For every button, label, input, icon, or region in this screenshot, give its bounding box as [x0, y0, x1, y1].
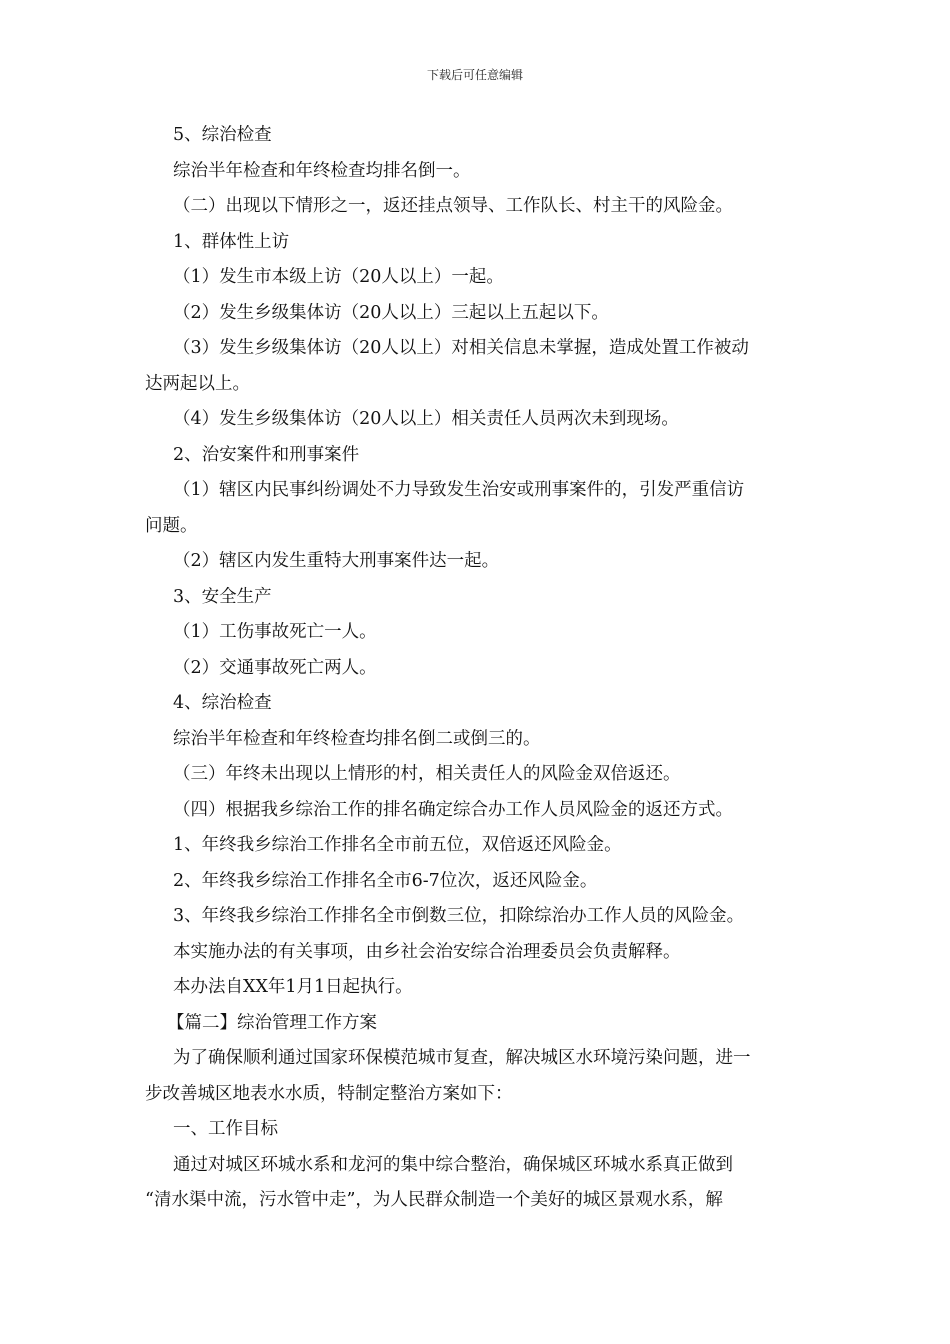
paragraph-line: 达两起以上。 [145, 373, 250, 394]
paragraph-line: 3、年终我乡综治工作排名全市倒数三位，扣除综治办工作人员的风险金。 [173, 906, 745, 926]
paragraph-line: 1、年终我乡综治工作排名全市前五位，双倍返还风险金。 [173, 835, 622, 855]
paragraph-line: “清水渠中流，污水管中走”，为人民群众制造一个美好的城区景观水系，解 [145, 1190, 723, 1210]
paragraph-line: （1）工伤事故死亡一人。 [173, 622, 377, 642]
paragraph-line: 问题。 [145, 515, 198, 536]
paragraph-line: 步改善城区地表水水质，特制定整治方案如下： [145, 1083, 513, 1104]
paragraph-line: 本实施办法的有关事项，由乡社会治安综合治理委员会负责解释。 [173, 941, 681, 962]
paragraph-line: 5、综治检查 [173, 125, 272, 145]
paragraph-line: 综治半年检查和年终检查均排名倒一。 [173, 160, 471, 181]
paragraph-line: （3）发生乡级集体访（20人以上）对相关信息未掌握，造成处置工作被动 [173, 338, 749, 358]
paragraph-line: 本办法自XX年1月1日起执行。 [173, 977, 413, 997]
page-header-watermark: 下载后可任意编辑 [426, 68, 523, 82]
paragraph-line: 【篇二】综治管理工作方案 [167, 1012, 377, 1033]
paragraph-line: 2、治安案件和刑事案件 [173, 444, 360, 465]
paragraph-line: 2、年终我乡综治工作排名全市6-7位次，返还风险金。 [173, 870, 598, 891]
document-body [145, 118, 805, 1219]
paragraph-line: 为了确保顺利通过国家环保模范城市复查，解决城区水环境污染问题，进一 [173, 1048, 751, 1068]
paragraph-line: 3、安全生产 [173, 586, 272, 607]
paragraph-line: （四）根据我乡综治工作的排名确定综合办工作人员风险金的返还方式。 [173, 799, 733, 820]
paragraph-line: （2）发生乡级集体访（20人以上）三起以上五起以下。 [173, 302, 609, 323]
paragraph-line: 一、工作目标 [173, 1119, 278, 1139]
paragraph-line: （二）出现以下情形之一，返还挂点领导、工作队长、村主干的风险金。 [173, 196, 733, 216]
paragraph-line: （2）交通事故死亡两人。 [173, 657, 377, 678]
paragraph-line: （1）发生市本级上访（20人以上）一起。 [173, 267, 504, 287]
paragraph-line: 4、综治检查 [173, 693, 272, 713]
paragraph-line: （三）年终未出现以上情形的村，相关责任人的风险金双倍返还。 [173, 764, 681, 784]
paragraph-line: 综治半年检查和年终检查均排名倒二或倒三的。 [173, 728, 541, 749]
paragraph-line: （4）发生乡级集体访（20人以上）相关责任人员两次未到现场。 [173, 409, 679, 429]
paragraph-line: （2）辖区内发生重特大刑事案件达一起。 [173, 551, 500, 571]
paragraph-line: （1）辖区内民事纠纷调处不力导致发生治安或刑事案件的，引发严重信访 [173, 480, 745, 500]
paragraph-line: 通过对城区环城水系和龙河的集中综合整治，确保城区环城水系真正做到 [173, 1154, 733, 1175]
paragraph-line: 1、群体性上访 [173, 231, 290, 252]
